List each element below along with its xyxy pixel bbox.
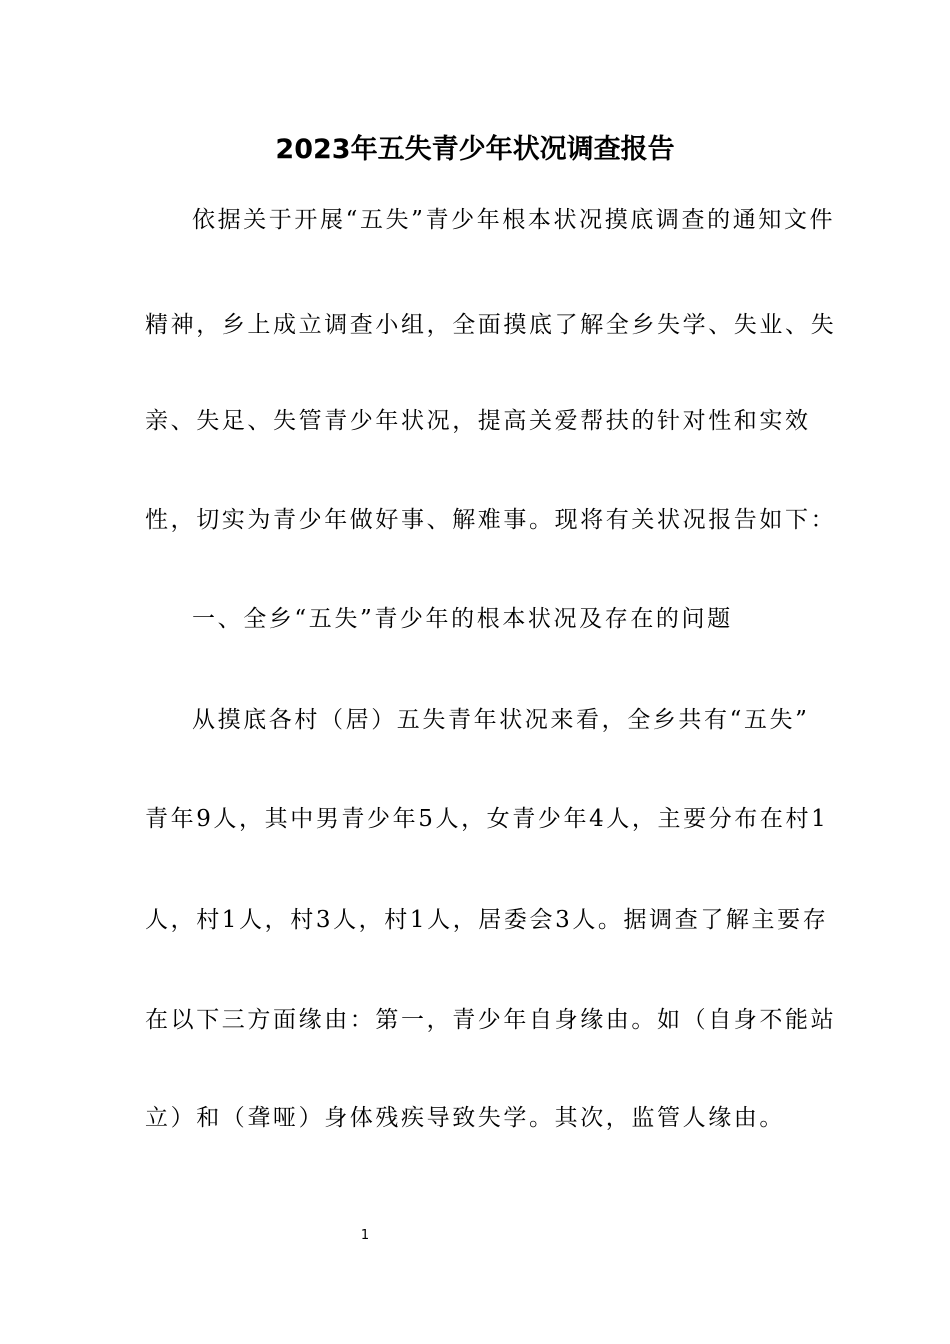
paragraph-line: 精神，乡上成立调查小组，全面摸底了解全乡失学、失业、失 xyxy=(145,312,837,338)
paragraph-line: 性，切实为青少年做好事、解难事。现将有关状况报告如下： xyxy=(145,507,837,533)
paragraph-line: 立）和（聋哑）身体残疾导致失学。其次，监管人缘由。 xyxy=(145,1105,785,1131)
paragraph-line: 从摸底各村（居）五失青年状况来看，全乡共有“五失” xyxy=(192,707,810,733)
page-number: 1 xyxy=(360,1228,370,1243)
paragraph-line: 在以下三方面缘由：第一，青少年自身缘由。如（自身不能站 xyxy=(145,1007,837,1033)
paragraph-line: 青年9人，其中男青少年5人，女青少年4人，主要分布在村1 xyxy=(145,806,829,832)
paragraph-line: 人，村1人，村3人，村1人，居委会3人。据调查了解主要存 xyxy=(145,907,829,933)
paragraph-line: 亲、失足、失管青少年状况，提高关爱帮扶的针对性和实效 xyxy=(145,408,811,434)
document-title: 2023年五失青少年状况调查报告 xyxy=(275,134,675,165)
section-heading: 一、全乡“五失”青少年的根本状况及存在的问题 xyxy=(192,606,733,632)
paragraph-line: 依据关于开展“五失”青少年根本状况摸底调查的通知文件 xyxy=(192,207,836,233)
